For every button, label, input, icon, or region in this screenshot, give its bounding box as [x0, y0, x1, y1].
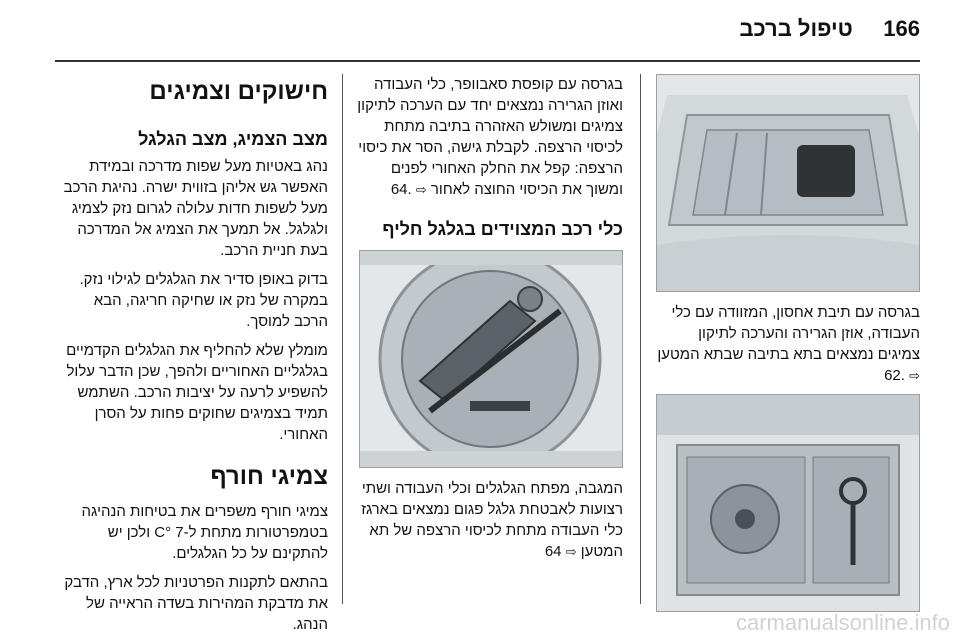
figure-trunk-open-tools — [656, 394, 920, 612]
column-divider — [342, 74, 343, 604]
header-text — [739, 16, 920, 42]
column-divider — [640, 74, 641, 604]
figure-caption — [652, 302, 920, 386]
subsection-heading: מצב הצמיג, מצב הגלגל — [138, 129, 328, 149]
body-paragraph: נהג באטיות מעל שפות מדרכה ובמידת האפשר גש אליהן בזווית ישרה. נהיגת הרכב מעל לשפות חדות עלולה לגרום נזק לצמיג ולגלגל. אל תמעך את הצמיג אל המדרכה בעת חניית הרכב. — [63, 158, 328, 259]
page-number: 166 — [883, 16, 920, 41]
section-title: חישוקים וצמיגים — [149, 78, 328, 105]
ref-arrow-icon: ⇨ — [415, 182, 427, 197]
figure-spare-wheel-tools — [359, 250, 623, 468]
caption-text: בגרסה עם תיבת אחסון, המזוודה עם כלי העבודה, אוזן הגרירה והערכה לתיקון צמיגים נמצאים בתא בתיבה שבתא המטען — [657, 304, 920, 363]
body-paragraph: צמיגי חורף משפרים את בטיחות הנהיגה בטמפרטורות מתחת ל-7 °C ולכן יש להתקינם על כל הגלגלים. — [81, 503, 328, 562]
paragraph-ref: .64 — [390, 181, 412, 198]
page-header — [0, 0, 960, 62]
body-paragraph: מומלץ שלא להחליף את הגלגלים הקדמיים בגלגליים האחוריים ולהפך, שכן הדבר עלול להשפיע לרעה על יציבות הרכב. השתמש תמיד בצמיגים שחוקים פחות על הסרן האחורי. — [66, 342, 328, 443]
caption-ref: .62 — [884, 367, 905, 384]
paragraph-text: בגרסה עם קופסת סאבוופר, כלי העבודה ואוזן הגרירה נמצאים יחד עם הערכה לתיקון צמיגים ומשולש האזהרה בתיבה מתחת לכיסוי הרצפה. לקבלת גישה, הסר את כיסוי הרצפה: קפל את החלק האחורי לפנים ומשוך את הכיסוי החוצה לאחור — [357, 76, 623, 198]
body-paragraph: בדוק באופן סדיר את הגלגלים לגילוי נזק. במקרה של נזק או שחיקה חריגה, הבא הרכב למוסך. — [79, 271, 328, 330]
header-rule — [55, 60, 920, 62]
section-title: צמיגי חורף — [210, 463, 328, 490]
caption-ref: 64 — [544, 543, 562, 560]
subsection-heading: כלי רכב המצוידים בגלגל חליף — [382, 219, 623, 239]
body-paragraph — [355, 74, 623, 200]
column-left — [58, 74, 328, 643]
column-middle — [355, 74, 623, 570]
column-right — [652, 74, 920, 612]
caption-text: המגבה, מפתח הגלגלים וכלי העבודה ושתי רצועות לאבטחת גלגל פגום נמצאים בארגז כלי העבודה מתחת לכיסוי הרצפה של תא המטען — [361, 480, 623, 560]
ref-arrow-icon: ⇨ — [909, 368, 920, 383]
figure-trunk-storage-box — [656, 74, 920, 292]
header-title: טיפול ברכב — [739, 16, 853, 41]
figure-caption — [355, 478, 623, 562]
ref-arrow-icon: ⇨ — [565, 544, 577, 559]
watermark: carmanualsonline.info — [735, 610, 950, 635]
body-paragraph: בהתאם לתקנות הפרטניות לכל ארץ, הדבק את מדבקת המהירות בשדה הראייה של הנהג. — [64, 574, 328, 633]
